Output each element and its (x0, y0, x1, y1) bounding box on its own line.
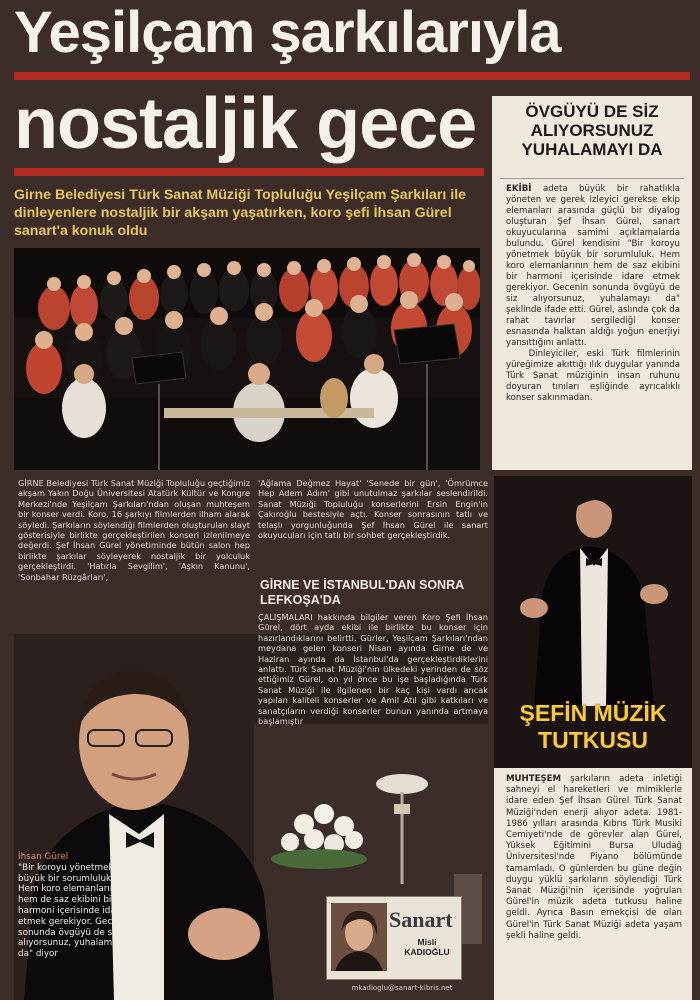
body-column-1: GİRNE Belediyesi Türk Sanat Müziği Topluluğu geçtiğimiz akşam Yakın Doğu Üniversitesi Atatürk Kültür ve Kongre Merkezi'nde Yeşilçam Şarkıları'ndan oluşan muhteşem bir konser verdi. Koro, 16 şarkıyı filmlerden ilham alarak söyledi. Şarkıların söylendiği filmlerden oluşturulan slayt gösterisiyle birlikte gerçekleştirilen konseri izlenilmeye değerdi. Şef İhsan Gürel yönetiminde bütün salon hep birlikte şarkılar söyleyerek nostaljik bir yolculuk gerçekleştirdi. 'Hatırla Sevgilim', 'Aşkın Kanunu', 'Sonbahar Rüzgârları', (18, 478, 250, 582)
headline-line-2: nostaljik gece (14, 84, 477, 164)
sidebar-text (506, 184, 680, 404)
article-deck: Girne Belediyesi Türk Sanat Müziği Topluluğu Yeşilçam Şarkıları ile dinleyenlere nostaljik bir akşam yaşatırken, koro şefi İhsan Gürel sanart'a konuk oldu (14, 187, 467, 239)
photo-caption (18, 852, 136, 960)
sidebar-divider (500, 178, 684, 179)
columnist-last-name: KADIOĞLU (404, 947, 450, 957)
sidebar-paragraph-1: adeta büyük bir rahatlıkla yöneten ve gerek izleyici gerekse ekip elemanları arasında güçlü bir diyalog oluşturan Şef İhsan Gürel, sanart okuyucularına samimi açıklamalarda bulundu. Gürel kendisini "Bir koroyu yönetmek büyük bir sorumluluk. Hem koro elemanlarının hem de saz ekibini bir harmoni içerisinde idare etmek gerekiyor. Gecenin sonunda övgüyü de siz alıyorsunuz, yuhalamayı da" şeklinde ifade etti. Gürel, aslında çok da rahat tavırlar sergilediği konser esnasında halktan aldığı yoğun enerjiyi yansıttığını anlattı. (506, 184, 680, 348)
sidebar-lead: EKİBİ (506, 184, 532, 194)
sidebar-heading: ÖVGÜYÜ DE SİZ ALIYORSUNUZ YUHALAMAYI DA (521, 102, 663, 159)
subheading: GİRNE VE İSTANBUL'DAN SONRA LEFKOŞA'DA (260, 578, 464, 607)
body-column-2: 'Ağlama Değmez Hayat' 'Senede bir gün', 'Ömrümce Hep Adem Adım' gibi unutulmaz şarkılar seslendirildi. Sanat Müziği Topluluğu konserlerini Ersin Engin'in Çakıroğlu bestesiyle açtı. Konser sonrasının tatlı ve telaşlı yorgunluğunda Şef İhsan Gürel ile sanart okuyucuları için tatlı bir sohbet gerçekleştirdik. (258, 478, 488, 541)
columnist-email: mkadioglu@sanart-kibris.net (351, 984, 453, 992)
section-heading-sefin: ŞEFİN MÜZİK TUTKUSU (519, 700, 667, 753)
headline-divider-2 (14, 168, 484, 176)
sanart-logo: Sanart (389, 907, 453, 932)
columnist-photo (331, 903, 387, 971)
section-sefin-box (494, 768, 692, 1000)
section-sefin-paragraph: şarkıların adeta inletiği sahneyi el hareketleri ve mimiklerle idare eden Şef İhsan Gürel Türk Sanat Müziği'nden enerji alıyor adeta. 1981- 1986 yılları arasında Kıbrıs Türk Musiki Cemiyeti'nde de görevler alan Gürel, Yüksek Eğitimini Bursa Uludağ Üniversitesi'nde Piyano bölümünde tamamladı. O günlerden bu güne değin duygu yüklü şarkıların söylendiği Türk Sanat Müziği'nin içerisinde yoğrulan Gürel'in müzik adeta tutkusu haline geldi. Ayrıca Basın emekçisi de olan Gürel'in Türk Sanat Müziği adeta yaşam şekli haline geldi. (506, 774, 682, 941)
columnist-first-name: Misli (417, 937, 437, 947)
section-sefin-text (506, 774, 682, 942)
choir-concert-photo (14, 248, 480, 470)
caption-quote: "Bir koroyu yönetmek büyük bir sorumluluk. Hem koro elemanlarının hem de saz ekibini bir harmoni içerisinde idare etmek gerekiyor. Gecenin sonunda övgüyü de siz alıyorsunuz, yuhalamayı da" diyor (18, 862, 132, 960)
sidebar-paragraph-2: Dinleyiciler, eski Türk filmlerinin yüreğimize akıttığı ılık duygular yanında Türk Sanat müziğinin insan ruhunu doyuran tınıları eşliğinde ayrıcalıklı konser sakınmadan. (506, 349, 680, 403)
headline-divider (14, 72, 690, 80)
caption-name: İhsan Gürel (18, 852, 69, 862)
sidebar-box (492, 96, 692, 470)
headline-line-1: Yeşilçam şarkılarıyla (14, 0, 561, 65)
section-sefin-lead: MUHTEŞEM (506, 774, 562, 784)
columnist-badge (326, 896, 462, 980)
body-column-3: ÇALIŞMALARI hakkında bilgiler veren Koro Şefi İhsan Gürel, dört ayda ekibi ile birlikte bu konser için hazırlandıklarını belirtti. Gürler, Yeşilçam Şarkıları'ndan meydana gelen konseri Nisan ayında Girne de ve Haziran ayında da İstanbul'da gerçekleştirdiklerini anlattı. Türk Sanat Müziği'nin ülkedeki yerinden de söz ettiğimiz Gürel, on yıl önce bu işe başladığında Türk Sanat Müziği ile ilgilenen bir kaç kişi vardı ancak yapılan kaliteli konserler ve Amil Atıl gibi katkıları ve sanatçıların verdiği konserler bunun yanında artmaya başlamıştır (258, 612, 488, 727)
columnist-name (393, 937, 461, 957)
